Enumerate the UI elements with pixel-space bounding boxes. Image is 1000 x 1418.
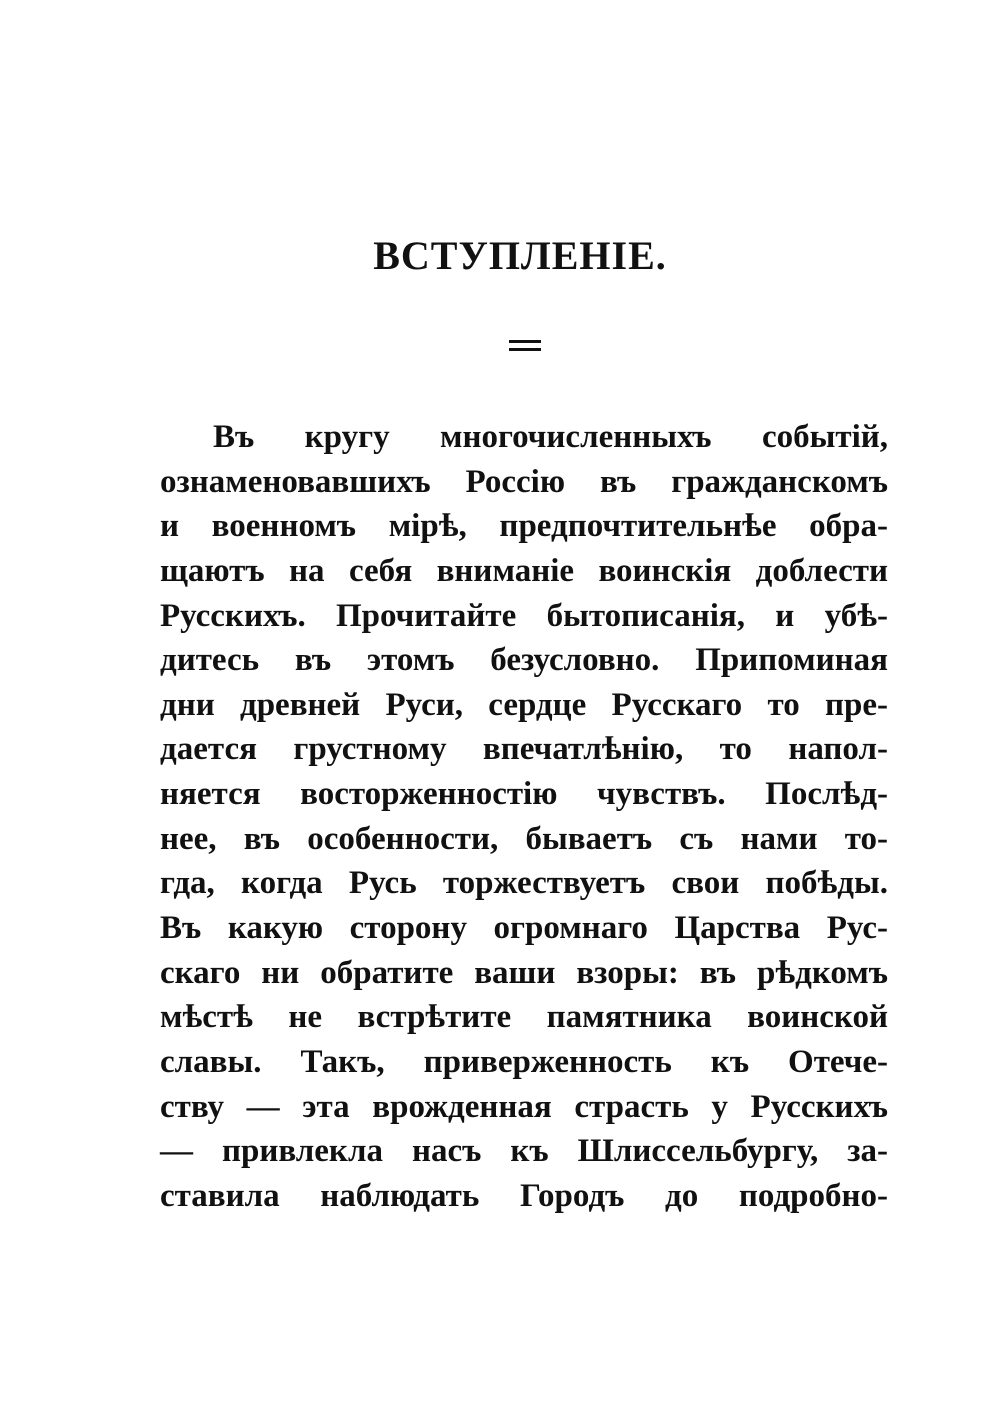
text-line: Въ кругу многочисленныхъ событій,: [213, 419, 888, 455]
chapter-title: ВСТУПЛЕНІЕ.: [373, 233, 667, 278]
body-text: [160, 415, 888, 1219]
text-line: дни древней Руси, сердце Русскаго то пре-: [160, 686, 888, 723]
text-line: нее, въ особенности, бываетъ съ нами то-: [160, 820, 888, 857]
text-line: ставила наблюдать Городъ до подробно-: [160, 1177, 888, 1214]
text-line: Въ какую сторону огромнаго Царства Рус-: [160, 910, 888, 947]
text-line: щаютъ на себя вниманіе воинскія доблести: [160, 552, 888, 589]
text-line: — привлекла насъ къ Шлиссельбургу, за-: [160, 1133, 888, 1170]
text-line: няется восторженностію чувствъ. Послѣд-: [160, 776, 888, 813]
text-line: мѣстѣ не встрѣтите памятника воинской: [160, 999, 888, 1036]
text-line: ству — эта врожденная страсть у Русскихъ: [160, 1088, 888, 1125]
text-line: ознаменовавшихъ Россію въ гражданскомъ: [160, 463, 888, 500]
text-line: скаго ни обратите ваши взоры: въ рѣдкомъ: [160, 954, 888, 991]
text-line: дается грустному впечатлѣнію, то напол-: [160, 731, 888, 768]
double-rule-divider: [509, 340, 541, 351]
text-line: славы. Такъ, приверженность къ Отече-: [160, 1043, 888, 1080]
text-line: гда, когда Русь торжествуетъ свои побѣды.: [160, 865, 888, 902]
text-line: дитесь въ этомъ безусловно. Припоминая: [160, 642, 888, 679]
text-line: Русскихъ. Прочитайте бытописанія, и убѣ-: [160, 597, 888, 634]
text-line: и военномъ мірѣ, предпочтительнѣе обра-: [160, 508, 888, 545]
